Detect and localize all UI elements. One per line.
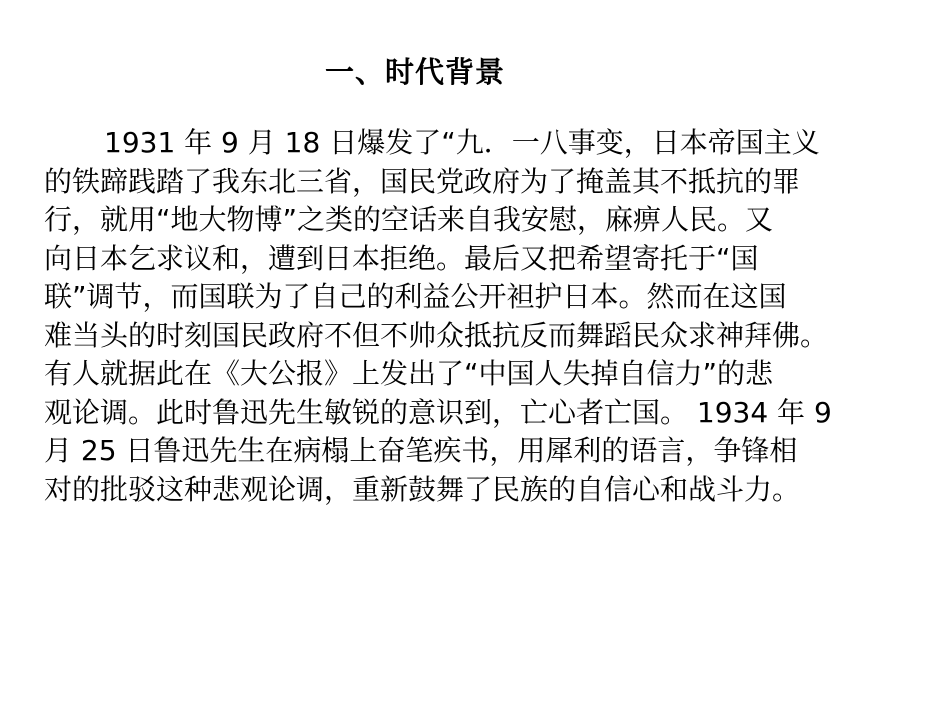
paragraph-line: 对的批驳这种悲观论调，重新鼓舞了民族的自信心和战斗力。 [44, 472, 801, 506]
paragraph-line: 1931 年 9 月 18 日爆发了“九．一八事变，日本帝国主义 [104, 126, 820, 159]
paragraph-line: 月 25 日鲁迅先生在病榻上奋笔疾书，用犀利的语言，争锋相 [44, 434, 798, 467]
paragraph-line: 难当头的时刻国民政府不但不帅众抵抗反而舞蹈民众求神拜佛。 [44, 318, 829, 352]
paragraph-line: 联”调节，而国联为了自己的利益公开袒护日本。然而在这国 [44, 280, 787, 313]
body-paragraph [44, 124, 944, 509]
paragraph-line: 向日本乞求议和，遭到日本拒绝。最后又把希望寄托于“国 [44, 241, 759, 275]
slide-title: 一、时代背景 [324, 55, 505, 89]
paragraph-line: 的铁蹄践踏了我东北三省，国民党政府为了掩盖其不抵抗的罪 [44, 164, 801, 198]
paragraph-line: 观论调。此时鲁迅先生敏锐的意识到，亡心者亡国。 1934 年 9 [44, 395, 832, 429]
paragraph-line: 行，就用“地大物博”之类的空话来自我安慰，麻痹人民。又 [44, 203, 774, 236]
paragraph-line: 有人就据此在《大公报》上发出了“中国人失掉自信力”的悲 [44, 357, 774, 390]
